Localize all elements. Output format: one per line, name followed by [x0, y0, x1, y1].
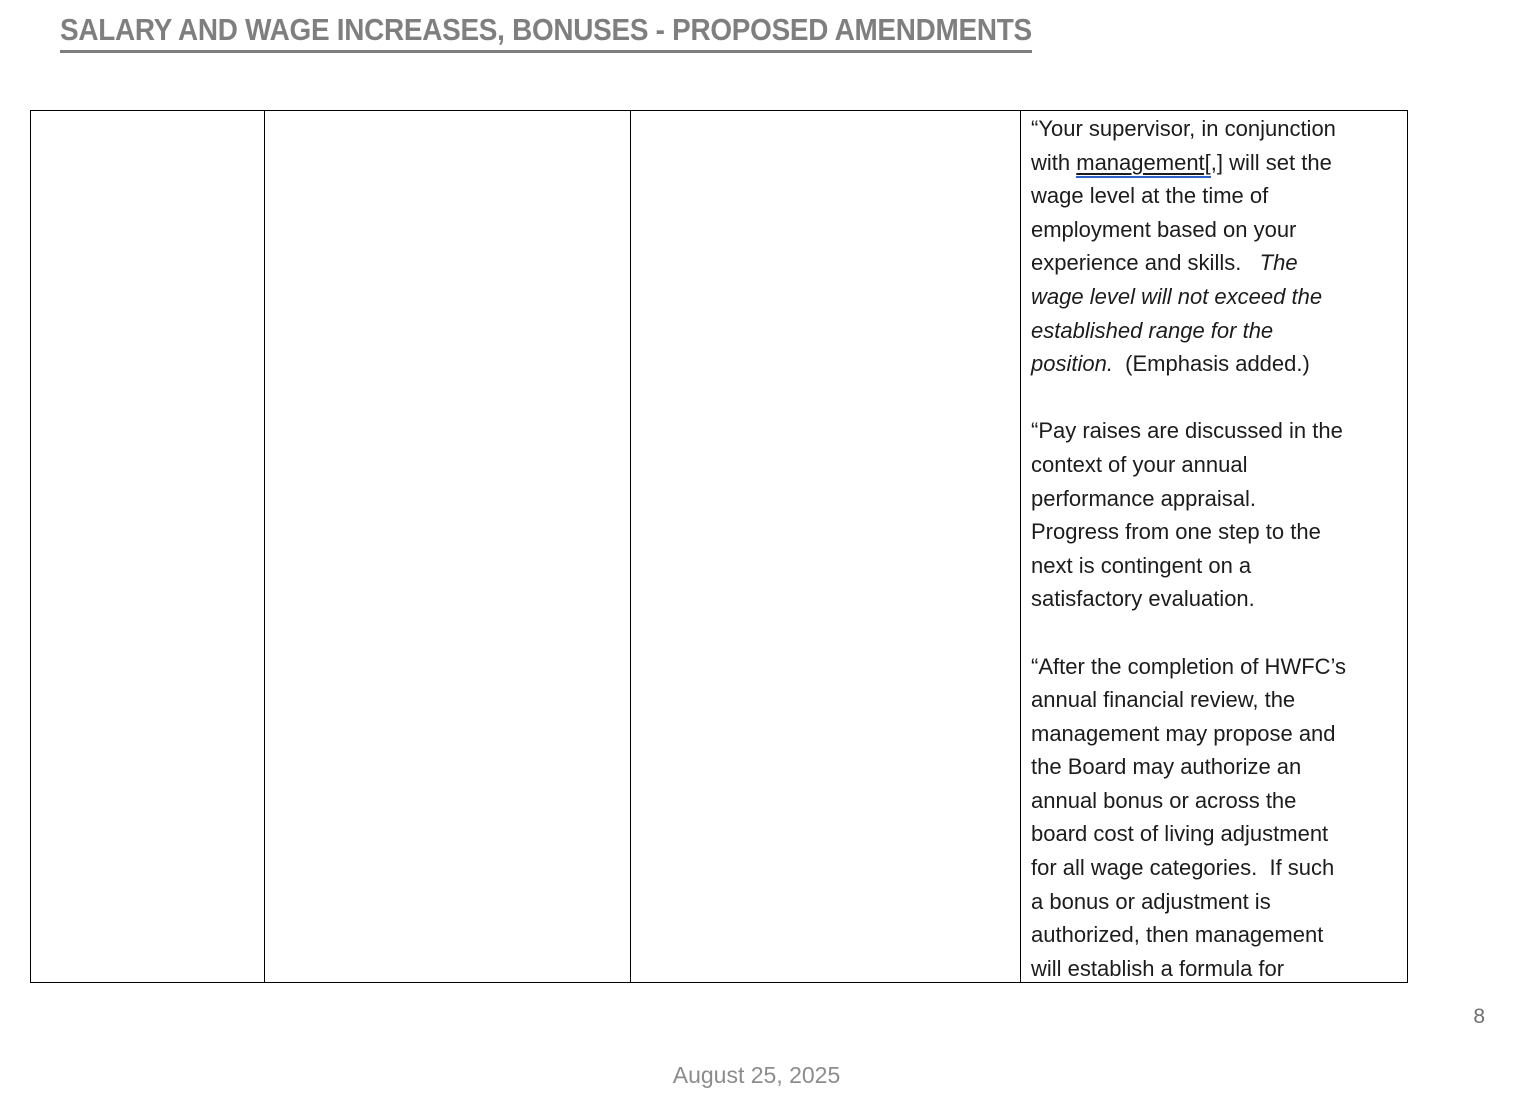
text-run: wage level at the time of	[1031, 183, 1269, 209]
quote-paragraph	[1031, 414, 1399, 616]
table-cell-empty-1	[31, 111, 265, 983]
quote-line	[1031, 112, 1399, 146]
text-run: next is contingent on a	[1031, 552, 1252, 578]
table-cell-quote	[1021, 111, 1408, 983]
text-run: The	[1259, 250, 1298, 276]
page-title: SALARY AND WAGE INCREASES, BONUSES - PROPOSED AMENDMENTS	[60, 12, 1032, 53]
text-run: the Board may authorize an	[1031, 754, 1302, 780]
text-run: authorized, then management	[1031, 922, 1324, 948]
quote-line	[1031, 146, 1399, 180]
text-run: performance appraisal.	[1031, 485, 1257, 511]
quote-line	[1031, 683, 1399, 717]
text-run: will establish a formula for	[1031, 955, 1285, 981]
text-run: “Your supervisor, in conjunction	[1031, 116, 1336, 141]
quote-cell-content	[1021, 111, 1407, 981]
text-run: board cost of living adjustment	[1031, 821, 1329, 847]
text-run: (Emphasis added.)	[1112, 351, 1310, 377]
quote-line	[1031, 750, 1399, 784]
text-run: for all wage categories. If such	[1031, 855, 1335, 881]
quote-paragraph	[1031, 650, 1399, 982]
text-run: with	[1031, 149, 1077, 175]
quote-line	[1031, 179, 1399, 213]
quote-line	[1031, 817, 1399, 851]
text-run: experience and skills.	[1031, 250, 1260, 276]
text-run: satisfactory evaluation.	[1031, 586, 1255, 612]
text-run: “Pay raises are discussed in the	[1031, 418, 1343, 444]
text-run: management may propose and	[1031, 720, 1336, 746]
page-number: 8	[1473, 1005, 1485, 1028]
text-run: a bonus or adjustment is	[1031, 888, 1271, 914]
page-header	[60, 12, 1140, 53]
quote-line	[1031, 213, 1399, 247]
quote-line	[1031, 717, 1399, 751]
quote-line	[1031, 851, 1399, 885]
quote-line	[1031, 918, 1399, 952]
inserted-text-run: management[	[1076, 150, 1211, 179]
footer-date: August 25, 2025	[672, 1062, 841, 1088]
quote-line	[1031, 582, 1399, 616]
table-row	[31, 111, 1408, 983]
text-run: established range for the	[1031, 317, 1274, 343]
quote-line	[1031, 549, 1399, 583]
quote-line	[1031, 280, 1399, 314]
amendments-table	[30, 110, 1408, 983]
text-run: employment based on your	[1031, 216, 1297, 242]
text-run: “After the completion of HWFC’s	[1031, 653, 1347, 679]
text-run: Progress from one step to the	[1031, 519, 1321, 545]
quote-line	[1031, 515, 1399, 549]
quote-line	[1031, 952, 1399, 981]
quote-line	[1031, 246, 1399, 280]
quote-line	[1031, 314, 1399, 348]
quote-line	[1031, 650, 1399, 684]
quote-line	[1031, 448, 1399, 482]
quote-line	[1031, 414, 1399, 448]
quote-line	[1031, 784, 1399, 818]
text-run: ,] will set the	[1210, 149, 1332, 175]
table-cell-empty-2	[265, 111, 631, 983]
text-run: annual financial review, the	[1031, 687, 1296, 713]
table-cell-empty-3	[631, 111, 1021, 983]
text-run: context of your annual	[1031, 451, 1248, 477]
quote-line	[1031, 885, 1399, 919]
text-run: wage level will not exceed the	[1031, 283, 1323, 309]
text-run: annual bonus or across the	[1031, 787, 1297, 813]
text-run: position.	[1031, 351, 1113, 377]
quote-line	[1031, 347, 1399, 381]
quote-paragraph	[1031, 112, 1399, 381]
quote-line	[1031, 482, 1399, 516]
